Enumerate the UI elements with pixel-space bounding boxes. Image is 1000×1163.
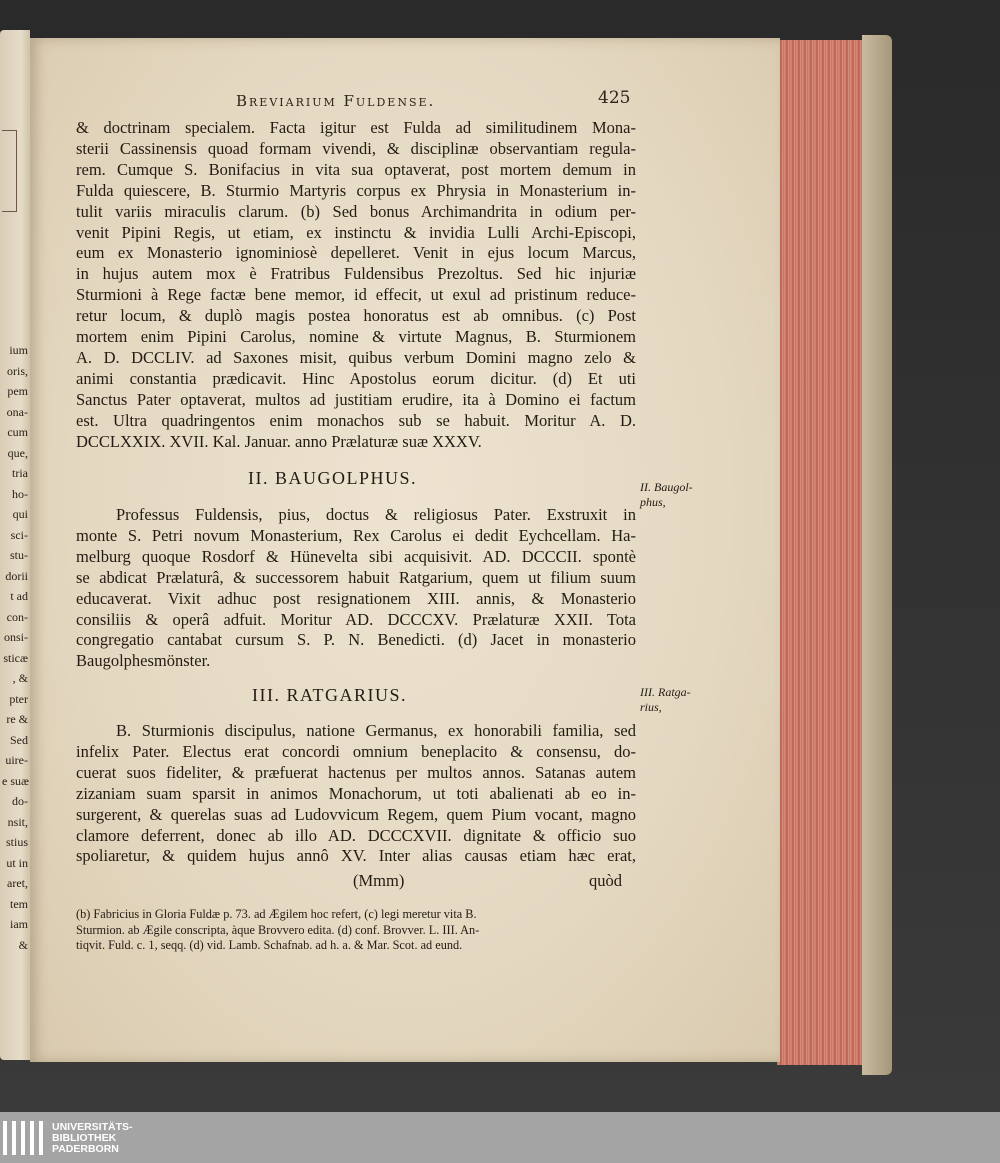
footnote-line: (b) Fabricius in Gloria Fuldæ p. 73. ad Ægilem hoc refert, (c) legi meretur vita B. bbox=[76, 907, 477, 921]
text-line: eum ex Monasterio ignominiosè depelleret. Venit in ejus locum Marcus, bbox=[76, 243, 636, 263]
text-line: rem. Cumque S. Bonifacius in vita sua optaverat, post mortem demum in bbox=[76, 159, 636, 179]
left-page-fragment: & bbox=[18, 937, 28, 952]
left-page-fragment: Sed bbox=[10, 732, 28, 747]
text-line: educaverat. Vixit adhuc post resignationem XIII. annis, & Monasterio bbox=[76, 588, 636, 608]
left-page-fragment: sticæ bbox=[3, 650, 28, 665]
left-page-fragment: do- bbox=[12, 794, 28, 808]
left-page-fragment: pem bbox=[7, 384, 28, 398]
text-line: Professus Fuldensis, pius, doctus & religiosus Pater. Exstruxit in bbox=[116, 505, 636, 524]
left-page-fragment: pter bbox=[9, 691, 28, 706]
book-cover-board bbox=[862, 35, 892, 1075]
signature-mark: (Mmm) bbox=[353, 871, 405, 890]
text-line: retur locum, & duplò magis postea honoratus est ab omnibus. (c) Post bbox=[76, 306, 636, 326]
margin-note-line: phus, bbox=[640, 495, 666, 509]
left-page-fragment: ho- bbox=[12, 486, 28, 501]
text-line: mortem enim Pipini Carolus, nomine & virtute Magnus, B. Sturmionem bbox=[76, 327, 636, 347]
left-page-fragment: tem bbox=[10, 896, 28, 911]
text-line: infelix Pater. Electus erat concordi omnium beneplacito & consensu, do- bbox=[76, 741, 636, 761]
left-page-fragment: onsi- bbox=[4, 630, 28, 644]
left-page-fragment: oris, bbox=[7, 363, 28, 378]
ornament-border bbox=[2, 130, 17, 212]
heading-ratgarius: III. RATGARIUS. bbox=[252, 685, 407, 705]
running-head: Breviarium Fuldense. bbox=[236, 92, 436, 110]
left-page-fragment: qui bbox=[12, 507, 28, 521]
text-line: in hujus autem mox è Fratribus Fuldensibus Prezoltus. Sed hic injuriæ bbox=[76, 264, 636, 284]
left-page-fragment: ona- bbox=[6, 404, 28, 419]
left-page-fragment: iam bbox=[10, 917, 28, 931]
text-line: tulit variis miraculis clarum. (b) Sed bonus Archimandrita in odium per- bbox=[76, 201, 636, 221]
left-page-fragment: ium bbox=[9, 343, 28, 357]
text-line: spoliaretur, & quidem hujus annô XV. Inter alias causas etiam hæc erat, bbox=[76, 846, 636, 866]
text-line: se abdicat Prælaturâ, & successorem habuit Ratgarium, quem ut filium suum bbox=[76, 567, 636, 587]
catchword: quòd bbox=[589, 871, 622, 890]
text-line: sterii Cassinensis quoad formam vivendi, & disciplinæ observantiam regula- bbox=[76, 138, 636, 158]
left-page-fragment: re & bbox=[6, 712, 28, 726]
left-page-fragment: ut in bbox=[6, 855, 28, 870]
text-line: melburg quoque Rosdorf & Hünevelta sibi acquisivit. AD. DCCCII. spontè bbox=[76, 546, 636, 566]
left-page-fragment: t ad bbox=[10, 589, 28, 603]
book-fore-edge bbox=[777, 40, 868, 1065]
left-page-fragment: , & bbox=[12, 671, 28, 685]
text-line: animi constantia prædicavit. Hinc Apostolus eorum dicitur. (d) Et uti bbox=[76, 368, 636, 388]
heading-baugolphus: II. BAUGOLPHUS. bbox=[248, 468, 418, 488]
text-line: & doctrinam specialem. Facta igitur est Fulda ad similitudinem Mona- bbox=[76, 118, 636, 137]
footnote-line: Sturmion. ab Ægile conscripta, àque Brovvero edita. (d) conf. Brovver. L. III. An- bbox=[76, 922, 480, 937]
margin-note-line: III. Ratga- bbox=[640, 685, 691, 699]
text-line: cuerat suos fideliter, & præfuerat hactenus per multos annos. Satanas autem bbox=[76, 762, 636, 782]
left-page-fragment: dorii bbox=[5, 568, 28, 583]
margin-note-line: rius, bbox=[640, 700, 662, 714]
text-line: zizaniam suam sparsit in animos Monachorum, ut toti abalienati ab eo in- bbox=[76, 783, 636, 803]
left-page-fragment: nsit, bbox=[7, 814, 28, 829]
text-line: est. Ultra quadringentos enim monachos sub se habuit. Moritur A. D. bbox=[76, 410, 636, 430]
library-footer bbox=[0, 1112, 1000, 1163]
left-page-fragment: cum bbox=[7, 425, 28, 439]
logo-line: PADERBORN bbox=[52, 1143, 119, 1155]
page-number: 425 bbox=[598, 88, 631, 108]
left-page-fragment: stius bbox=[5, 835, 28, 849]
text-line: clamore deferrent, donec ab illo AD. DCCCXVII. dignitate & officio suo bbox=[76, 825, 636, 845]
text-line: Sturmioni à Rege factæ bene memor, id effecit, ut exul ad pristinum reduce- bbox=[76, 285, 636, 305]
paragraph-sturmio bbox=[76, 118, 636, 453]
logo-line: BIBLIOTHEK bbox=[52, 1132, 117, 1144]
margin-note-line: II. Baugol- bbox=[640, 480, 693, 494]
library-logo-icon bbox=[3, 1121, 47, 1155]
left-page-fragment: uire- bbox=[5, 753, 28, 767]
footnote-line: tiqvit. Fuld. c. 1, seqq. (d) vid. Lamb. Schafnab. ad h. a. & Mar. Scot. ad eund. bbox=[76, 938, 463, 952]
footnotes bbox=[76, 907, 631, 954]
text-line: congregatio cantabat cursum S. P. N. Benedicti. (d) Jacet in monasterio bbox=[76, 630, 636, 650]
paragraph-ratgarius bbox=[76, 721, 636, 867]
logo-line: UNIVERSITÄTS- bbox=[52, 1121, 133, 1133]
left-page-edge bbox=[0, 30, 30, 1060]
left-page-fragment: sci- bbox=[10, 527, 28, 542]
library-logo-text bbox=[52, 1122, 133, 1155]
text-line: surgerent, & querelas suas ad Ludovvicum Regem, quem Pium vocant, magno bbox=[76, 804, 636, 824]
text-line: Baugolphesmönster. bbox=[76, 651, 211, 671]
text-line: Fulda quiescere, B. Sturmio Martyris corpus ex Phrysia in Monasterium in- bbox=[76, 180, 636, 200]
text-line: DCCLXXIX. XVII. Kal. Januar. anno Prælaturæ suæ XXXV. bbox=[76, 431, 482, 451]
text-line: consiliis & operâ adfuit. Moritur AD. DCCCXV. Prælaturæ XXII. Tota bbox=[76, 609, 636, 629]
margin-note-ratgarius bbox=[640, 685, 691, 715]
left-page-fragment: e suæ bbox=[2, 773, 29, 788]
left-page-fragment: con- bbox=[6, 609, 28, 624]
text-line: Sanctus Pater optaverat, multos ad justitiam erudire, ita à Domino ei factum bbox=[76, 389, 636, 409]
left-page-fragment: stu- bbox=[10, 548, 28, 562]
left-page-fragment: aret, bbox=[7, 876, 28, 890]
text-line: venit Pipini Regis, ut etiam, ex instinctu & invidia Lulli Archi-Episcopi, bbox=[76, 222, 636, 242]
margin-note-baugolphus bbox=[640, 480, 693, 510]
text-line: monte S. Petri novum Monasterium, Rex Carolus ei dedit Eychcellam. Ha- bbox=[76, 525, 636, 545]
text-line: A. D. DCCLIV. ad Saxones misit, quibus verbum Domini magno zelo & bbox=[76, 347, 636, 367]
text-line: B. Sturmionis discipulus, natione Germanus, ex honorabili familia, sed bbox=[116, 721, 636, 740]
left-page-fragment: que, bbox=[7, 445, 28, 460]
paragraph-baugolphus bbox=[76, 505, 636, 672]
left-page-fragment: tria bbox=[12, 466, 28, 480]
